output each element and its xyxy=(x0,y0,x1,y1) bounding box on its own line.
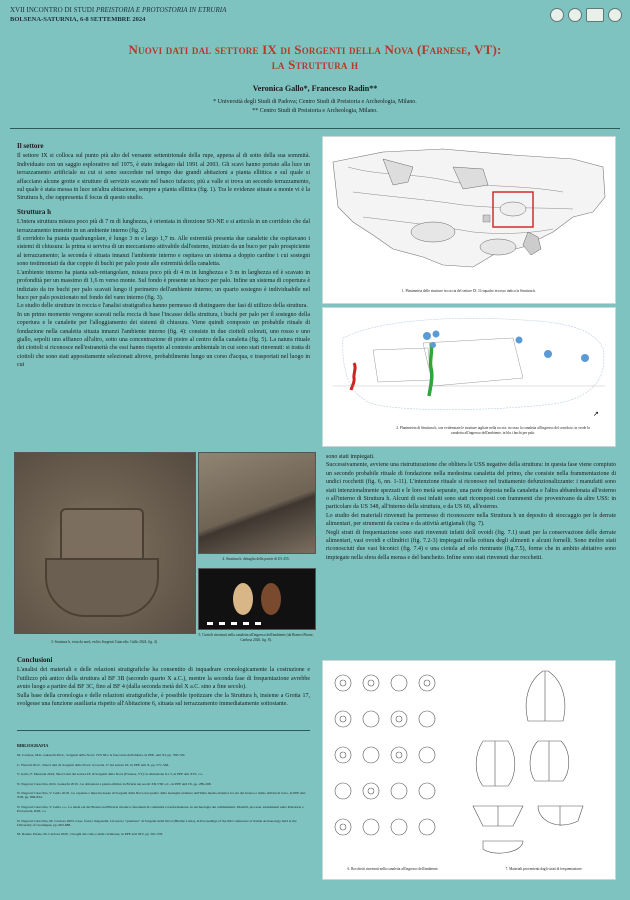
university-logo xyxy=(550,8,564,22)
reference: M. Romeo Pitone, M. Cardosa 2020 , I luoghi del culto e delle cerimonie, in PPE Atti XIV, pp. 561-578. xyxy=(17,832,164,837)
figure-4-caption: 4. Struttura h, dettaglio della parete di US 455. xyxy=(222,557,290,561)
continuation-paragraph: Lo studio dei materiali rinvenuti ha permesso di riconoscere nella Struttura h un deposito di stoccaggio per le derrate alimentari, per strumenti da cucina e da attività artigianali (fig. 7). xyxy=(326,512,616,528)
reference: N. Negroni Catacchio, V. Gallo 2018 , Le capanne a linee incassate di Sorgenti della Nova nel quadro delle analoghe strutture dell'Italia medio-tirrenica tra età del bronzo e inizio dell'età di ferro, in PPE Atti XIII, pp. 809-834. xyxy=(17,791,306,800)
vessel-drawings xyxy=(473,671,583,853)
scale-bar xyxy=(207,622,267,625)
reference: M. Cardosa, M.K. Gaiaschi 2014 , Sorgenti della Nova: l'US 68 e la fase tarda dell'abitato, in PPE, Atti XI, pp. 708-720. xyxy=(17,753,186,758)
reference: N. Negroni Catacchio, M.K. Gaiaschi 2019 , Le abitazioni a pianta ellittica in Etruria nei secoli XII-VIII a.C., in PPE Atti IX, pp. 289-298. xyxy=(17,781,212,786)
continuation-paragraph: sono stati impiegati. xyxy=(326,454,375,460)
museum-logo xyxy=(608,8,622,22)
figures-6-7-panel xyxy=(322,660,616,880)
figure-3-caption: 3. Struttura h, vista da nord, en lits Sorgenti Catacolto. Gallo 2024, fig. 4) xyxy=(51,640,157,644)
conference-series: PREISTORIA E PROTOSTORIA IN ETRURIA xyxy=(95,6,227,14)
struttura-paragraph: In un primo momento vengono scavati nella roccia di base l'incasso della struttura, i buchi per palo per il sostegno della copertura e le canalette per l'alloggiamento dei sistemi di chiusura. Viene quindi composto un probabile rituale di fondazione nella canaletta situata innanzi l'ambiente interno (fig. 4): consiste in due ciottoli colorati, uno rosso e uno giallo, sepolti uno affianco all'altro, sotto una concentrazione di pietre al centro della canaletta (fig. 5). La natura rituale dei ciottoli si riconosce nell'estraneità che essi hanno rispetto al contesto ambientale in cui sono stati rinvenuti: si tratta di ciottoli che sono stati appositamente selezionati altrove, probabilmente lungo un corso d'acqua, e trasportati nel luogo in cui xyxy=(17,311,310,369)
green-channel xyxy=(429,343,432,396)
reference: N. Negroni Catacchio, M. Cardosa 2003, Case, forni e magazzini. Un nuovo "quartiere" di Sorgenti della Nova (Hirsthe Lazio), in Proceedings of the 6th Conference of Italian Archaeology held at the University of Groningen, pp. 663-688. xyxy=(17,818,297,828)
settore-heading: Il settore xyxy=(17,142,44,150)
conclusioni-section xyxy=(17,656,310,708)
affiliations xyxy=(0,98,630,116)
posthole xyxy=(581,354,589,362)
institute-logo xyxy=(568,8,582,22)
conclusioni-heading: Conclusioni xyxy=(17,656,53,664)
struttura-paragraph: L'intera struttura misura poco più di 7 m di lunghezza, è orientata in direzione SO-NE e si articola in un corridoio che dal terrazzamento immette in un ambiente interno (fig. 2). xyxy=(17,219,310,234)
posthole xyxy=(423,332,431,340)
posthole xyxy=(516,337,523,344)
conclusioni-paragraph: L'analisi dei materiali e delle relazioni stratigrafiche ha consentito di inquadrare cronologicamente la costruzione e l'utilizzo più antico della struttura al BF 3B (secondo quarto X a.C.), mentre la seconda fase di frequentazione avrebbe avuto luogo a partire dal BF 3C, fino al BF 4 (dalla seconda metà del X a.C. sino a fine secolo). xyxy=(17,667,310,691)
settore-plan-drawing xyxy=(323,137,615,287)
affiliation-2: ** Centro Studi di Preistoria e Archeologia, Milano. xyxy=(252,108,378,114)
struttura-h-plan-drawing xyxy=(323,308,615,426)
yellow-pebble xyxy=(233,583,253,615)
figure-5-caption: 5. Ciottoli rinvenuti nella canaletta all'ingresso dell'ambiente (da Romeo Pitone, Cardosa 2020, fig. 8). xyxy=(198,633,314,642)
settore-text: Il settore IX si colloca sul punto più alto del versante settentrionale della rupe, appena al di sotto della sua sommità. Individuato con un saggio esplorativo nel 1975, è stato indagato dal 1991 al 2003. Gli scavi hanno portato alla luce un terrazzamento artificiale su cui si sono succedute nel tempo due grandi abitazioni a pianta ellittica e sul quale si affacciano alcune grotte e strutture di servizio scavate nel banco tufaceo; più a valle si trova un secondo terrazzamento, sul quale è stata messa in luce un'altra abitazione, sempre a pianta ellittica (fig. 1). Tra le evidenze situate a monte vi è la Struttura h, che rappresenta il focus di questo studio. xyxy=(17,153,310,202)
figure-5-photo xyxy=(198,568,316,630)
struttura-paragraph: Il corridoio ha pianta quadrangolare, è lungo 3 m e largo 1,7 m. Alle estremità presenta due canalette che ospitavano i sistemi di chiusura: la prima si serviva di un meccanismo attivabile dall'esterno, iniziato da un buco per palo prospiciente al terrazzamento; la seconda è situata innanzi l'ambiente interno e ospitava un sistema a doppio cardine i cui sostegni sono testimoniati da due coppie di buchi per palo poste alle estremità della canaletta. xyxy=(17,236,310,268)
posthole xyxy=(544,350,552,358)
struttura-heading: Struttura h xyxy=(17,207,52,216)
figure-6-caption: 6. Rocchetti rinvenuti nella canaletta all'ingresso dell'ambiente. xyxy=(347,867,439,871)
bibliografia-heading: BIBLIOGRAFIA xyxy=(17,743,49,748)
conference-header xyxy=(10,6,226,24)
bibliografia xyxy=(17,744,307,842)
figure-2-plan xyxy=(322,307,616,447)
figure-2-caption: 2. Planimetria di Struttura h, con evidenziate le strutture tagliate nella roccia: in rosso la canaletta all'ingresso del corridoio, in verde la canaletta all'ingresso dell'ambiente, in blu i buchi per palo. xyxy=(396,426,590,435)
authors: Veronica Gallo*, Francesco Radin** xyxy=(252,84,378,93)
posthole xyxy=(430,342,436,348)
red-pebble xyxy=(261,583,281,615)
settore-section xyxy=(17,142,310,370)
research-centre-logo xyxy=(586,8,604,22)
header-divider xyxy=(10,128,620,129)
figure-4-photo xyxy=(198,452,316,554)
biblio-divider xyxy=(17,730,310,731)
conclusioni-paragraph: Sulla base della cronologia e delle relazioni stratigrafiche, è possibile ipotizzare che la Struttura h, insieme a Grotta 17, svolgesse una funzione ausiliaria rispetto all'Abitazione 6, situata sul terrazzamento immediatamente sottostante. xyxy=(17,692,310,708)
channel-cut xyxy=(45,558,159,617)
conference-line2: BOLSENA-SATURNIA, 6-8 SETTEMBRE 2024 xyxy=(10,16,146,23)
svg-text:↗: ↗ xyxy=(593,410,599,418)
continuation-paragraph: Successivamente, avviene una ristrutturazione che oblitera le USS negative della struttura: in questa fase viene compiuto un secondo probabile rituale di fondazione nella medesima canaletta del primo, che consiste nella frammentazione di undici rocchetti (fig. 6, nn. 1-11). L'intenzione rituale si riconosce nel trattamento defunzionalizzante: i manufatti sono stati intenzionalmente spezzati e le loro metà separate, una parte deposta nella canaletta e l'altra abbandonata all'esterno o all'interno di Struttura h. Alcuni di essi infatti sono stati ricomposti con frammenti che provenivano da altre USS: in particolare da US 348, all'interno della struttura, e da US 60, all'esterno. xyxy=(326,462,616,511)
conference-line1: XVII INCONTRO DI STUDI PREISTORIA E PROTOSTORIA IN ETRURIA xyxy=(10,6,227,14)
figure-7-caption: 7. Materiali provenienti dagli strati di frequentazione. xyxy=(505,867,583,871)
figure-1-plan xyxy=(322,136,616,304)
struttura-paragraph: Lo studio delle strutture in roccia e l'analisi stratigrafica hanno permesso di distinguere due fasi di utilizzo della struttura. xyxy=(17,303,308,310)
logo-strip xyxy=(550,8,622,22)
poster-title xyxy=(0,42,630,72)
reference: C. Fizzotti 2012 , Nuovi dati da Sorgenti della Nova: la Grotta 17 del settore IX, in PPE Atti X, pp. 571-584. xyxy=(17,762,170,767)
figure-3-photo xyxy=(14,452,196,634)
continuation-section xyxy=(326,453,616,562)
struttura-paragraph: L'ambiente interno ha pianta sub-rettangolare, misura poco più di 4 m in lunghezza e 3 m in larghezza ed è scavato in profondità per un massimo di 1,6 m verso monte. Sul fondo è presente un buco per palo. Infine un sistema di copertura è indiziato da tre buchi per palo scavati lungo il perimetro dell'ambiente interno; un quarto sostegno è individuabile nel buco per palo posizionato nel fondo del vano interno (fig. 3). xyxy=(17,269,310,301)
figure-1-caption: 1. Planimetria delle strutture in roccia del settore IX. Il riquadro in rosso indica la Struttura h. xyxy=(401,289,537,293)
affiliation-1: * Università degli Studi di Padova; Centro Studi di Preistoria e Archeologia, Milano. xyxy=(213,99,417,105)
reference: V. Gallo, F. Mastroni 2024, Nuovi dati dal settore IX di Sorgenti della Nova (Farnese, VT): la Abitazione 6 e 5, in PPE Atti XVI, c.s. xyxy=(17,772,203,777)
reference: N. Negroni Catacchio, V. Gallo c.s., La tenda età del Bronzo nell'Etruria tirrenica: fenomeni di continuità e trasformazione, in Archeologia dei cambiamenti. Modelli, processi, adattamenti nella Preistoria e Protostoria, RSP, c.s. xyxy=(17,804,304,814)
posthole xyxy=(433,331,440,338)
continuation-paragraph: Negli strati di frequentazione sono stati rinvenuti infatti dolî ovoidi (fig. 7.1) usati per la conservazione delle derrate alimentari, vasi ovoidi e cilindrici (fig. 7.2-3) impiegati nella cottura degli alimenti e alcuni fornelli. Sono inoltre stati riconosciuti due vasi biconici (fig. 7.4) e una ciotola ad orlo rientrante (fig.7.5), forme che in ambito abitativo sono impiegate nella sfera della mensa e del banchetto. Infine sono stati rinvenuti due rocchetti. xyxy=(326,529,616,561)
artifact-drawings xyxy=(323,661,615,866)
title-line2: la Struttura h xyxy=(271,57,359,72)
title-line1: Nuovi dati dal settore IX di Sorgenti della Nova (Farnese, VT): xyxy=(128,42,502,57)
rocchetti-drawings xyxy=(335,675,435,835)
